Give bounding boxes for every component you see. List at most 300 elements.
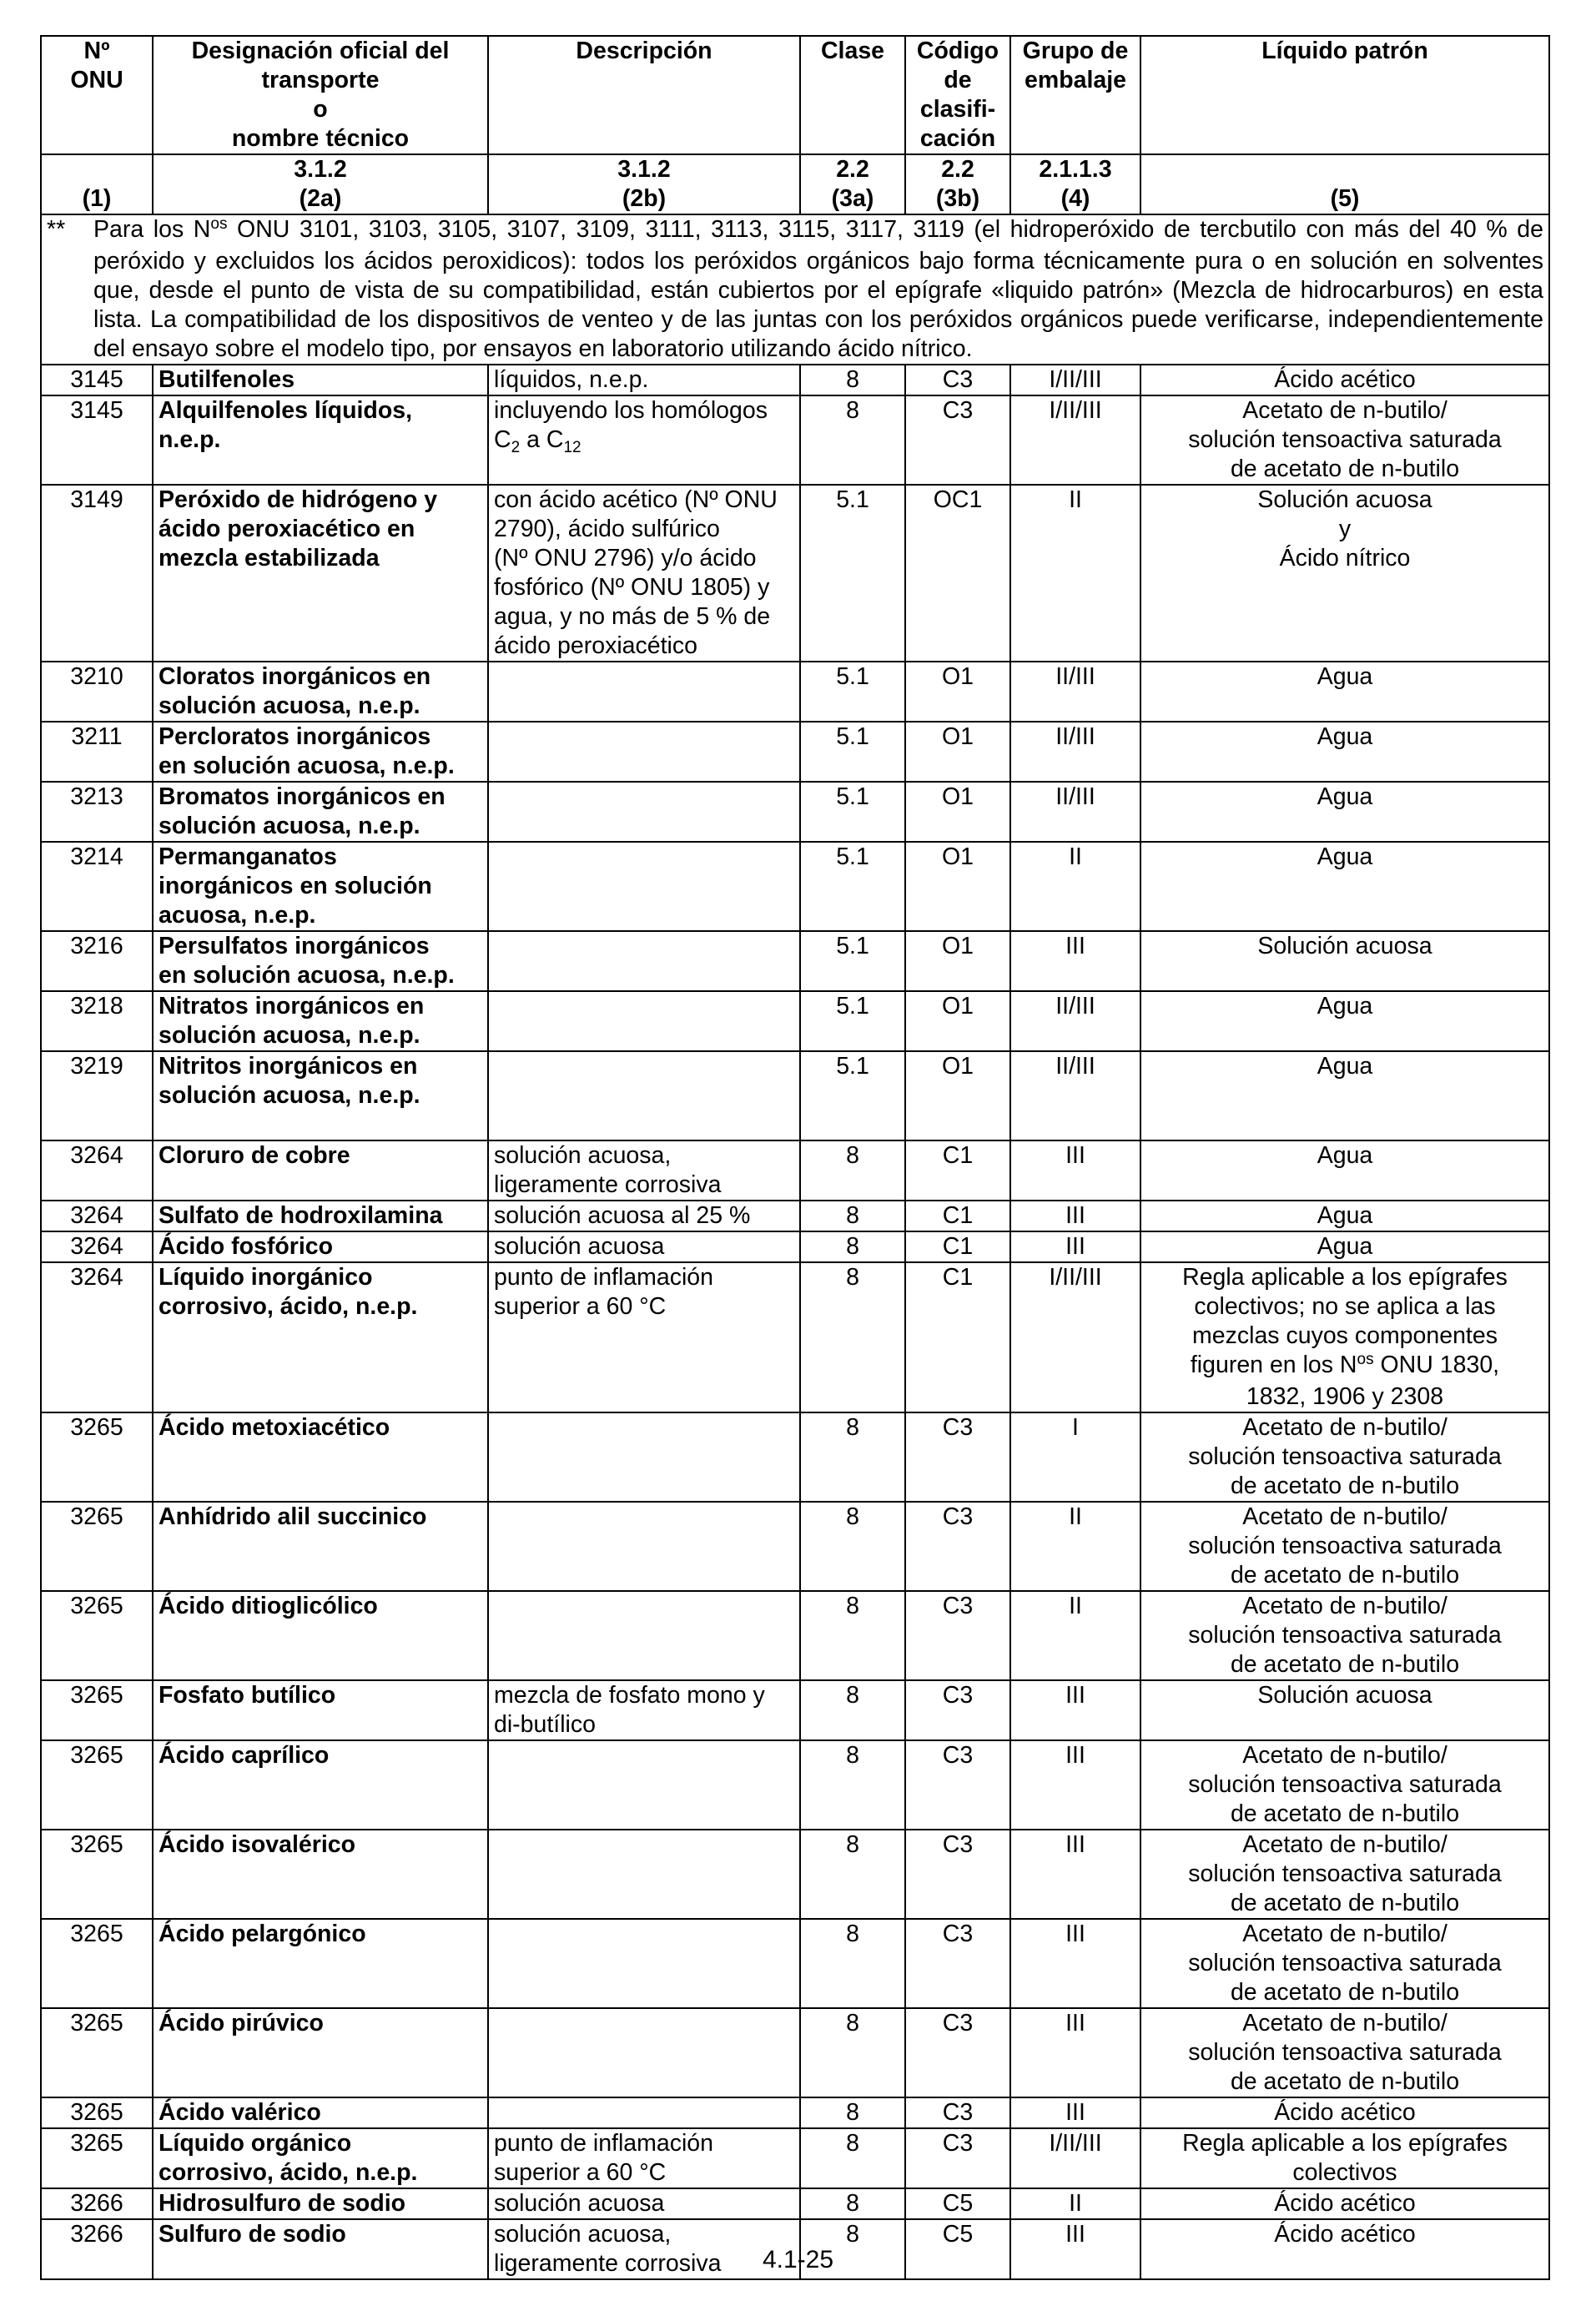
cell-class: 5.1 bbox=[800, 1051, 905, 1140]
cell-line: Permanganatos bbox=[159, 843, 337, 870]
cell-onu: 3265 bbox=[41, 2128, 153, 2188]
cell-line: de acetato de n-butilo bbox=[1230, 1890, 1460, 1916]
cell-onu: 3265 bbox=[41, 2097, 153, 2128]
cell-onu: 3145 bbox=[41, 395, 153, 485]
cell-standard-liquid bbox=[1140, 991, 1549, 1051]
table-row bbox=[41, 1201, 1549, 1231]
note-row bbox=[41, 214, 1549, 365]
header-ref: 2.1.1.3 (4) bbox=[1010, 154, 1140, 214]
cell-onu: 3264 bbox=[41, 1201, 153, 1231]
cell-line: Solución acuosa bbox=[1257, 486, 1432, 513]
cell-line: Líquido inorgánico bbox=[159, 1264, 373, 1291]
cell-line: de acetato de n-butilo bbox=[1230, 1979, 1460, 2006]
cell-line: acuosa, n.e.p. bbox=[159, 902, 316, 929]
cell-line: Ácido pirúvico bbox=[159, 2010, 324, 2037]
cell-packing-group: I/II/III bbox=[1010, 395, 1140, 485]
cell-line: di-butílico bbox=[494, 1711, 596, 1738]
cell-packing-group: III bbox=[1010, 1140, 1140, 1201]
cell-line: solución tensoactiva saturada bbox=[1188, 1533, 1502, 1559]
cell-code: C3 bbox=[905, 395, 1010, 485]
cell-code: O1 bbox=[905, 1051, 1010, 1140]
cell-line: solución acuosa bbox=[494, 1233, 665, 1260]
cell-line: Ácido acético bbox=[1274, 2099, 1416, 2126]
cell-line: mezcla estabilizada bbox=[159, 545, 380, 571]
cell-onu: 3264 bbox=[41, 1231, 153, 1262]
cell-standard-liquid bbox=[1140, 1502, 1549, 1591]
cell-standard-liquid bbox=[1140, 782, 1549, 842]
cell-name bbox=[153, 1051, 488, 1140]
cell-description bbox=[488, 722, 800, 782]
cell-line: Acetato de n-butilo/ bbox=[1242, 1503, 1447, 1530]
cell-line: solución tensoactiva saturada bbox=[1188, 1771, 1502, 1798]
cell-line: (Nº ONU 2796) y/o ácido bbox=[494, 545, 757, 571]
cell-packing-group: I/II/III bbox=[1010, 365, 1140, 395]
header-ref: 2.2 (3a) bbox=[800, 154, 905, 214]
cell-onu: 3265 bbox=[41, 1740, 153, 1830]
table-row bbox=[41, 1412, 1549, 1502]
cell-name bbox=[153, 1502, 488, 1591]
cell-name bbox=[153, 1201, 488, 1231]
cell-line: solución acuosa bbox=[494, 2190, 665, 2217]
cell-line: de acetato de n-butilo bbox=[1230, 1473, 1460, 1499]
cell-class: 8 bbox=[800, 1231, 905, 1262]
cell-line: Regla aplicable a los epígrafes bbox=[1182, 1264, 1508, 1291]
table-row bbox=[41, 662, 1549, 722]
cell-line: solución tensoactiva saturada bbox=[1188, 426, 1502, 453]
table-row bbox=[41, 1140, 1549, 1201]
cell-line: líquidos, n.e.p. bbox=[494, 366, 649, 393]
cell-line: fosfórico (Nº ONU 1805) y bbox=[494, 574, 770, 601]
cell-name bbox=[153, 931, 488, 991]
cell-description bbox=[488, 1919, 800, 2008]
cell-onu: 3145 bbox=[41, 365, 153, 395]
cell-line: Acetato de n-butilo/ bbox=[1242, 1921, 1447, 1947]
cell-name bbox=[153, 991, 488, 1051]
cell-description bbox=[488, 1830, 800, 1919]
cell-name bbox=[153, 1591, 488, 1680]
table-row bbox=[41, 931, 1549, 991]
cell-description bbox=[488, 842, 800, 931]
table-row bbox=[41, 722, 1549, 782]
cell-code: C1 bbox=[905, 1262, 1010, 1412]
cell-line: Ácido fosfórico bbox=[159, 1233, 334, 1260]
cell-name bbox=[153, 1262, 488, 1412]
cell-line: colectivos; no se aplica a las bbox=[1194, 1293, 1496, 1320]
table-row bbox=[41, 2008, 1549, 2097]
cell-description bbox=[488, 1201, 800, 1231]
cell-class: 5.1 bbox=[800, 782, 905, 842]
cell-standard-liquid bbox=[1140, 1740, 1549, 1830]
cell-code: C3 bbox=[905, 1502, 1010, 1591]
cell-onu: 3149 bbox=[41, 485, 153, 662]
cell-description bbox=[488, 2008, 800, 2097]
cell-class: 8 bbox=[800, 1830, 905, 1919]
header-onu: Nº ONU bbox=[41, 36, 153, 154]
cell-standard-liquid bbox=[1140, 2097, 1549, 2128]
table-row bbox=[41, 1051, 1549, 1140]
cell-line: inorgánicos en solución bbox=[159, 873, 432, 899]
cell-line: Agua bbox=[1317, 783, 1373, 810]
cell-line: Nitratos inorgánicos en bbox=[159, 993, 425, 1020]
cell-name bbox=[153, 2008, 488, 2097]
cell-line: Ácido acético bbox=[1274, 366, 1416, 393]
cell-name bbox=[153, 842, 488, 931]
cell-class: 8 bbox=[800, 395, 905, 485]
table-row bbox=[41, 2188, 1549, 2219]
note-marker: ** bbox=[47, 216, 66, 243]
table-row bbox=[41, 991, 1549, 1051]
cell-line: incluyendo los homólogos bbox=[494, 397, 768, 424]
cell-description bbox=[488, 782, 800, 842]
table-row bbox=[41, 1830, 1549, 1919]
cell-onu: 3265 bbox=[41, 1502, 153, 1591]
cell-code: C5 bbox=[905, 2188, 1010, 2219]
cell-line: punto de inflamación bbox=[494, 2130, 714, 2157]
cell-description bbox=[488, 2097, 800, 2128]
cell-packing-group: II bbox=[1010, 1591, 1140, 1680]
cell-line bbox=[1146, 1351, 1543, 1382]
cell-onu: 3265 bbox=[41, 2008, 153, 2097]
cell-onu: 3265 bbox=[41, 1680, 153, 1740]
header-reference-row bbox=[41, 154, 1549, 214]
cell-class: 5.1 bbox=[800, 485, 905, 662]
cell-description bbox=[488, 931, 800, 991]
cell-line: 2790), ácido sulfúrico bbox=[494, 516, 720, 542]
cell-description bbox=[488, 1412, 800, 1502]
cell-line: Cloratos inorgánicos en bbox=[159, 663, 431, 690]
cell-line: solución tensoactiva saturada bbox=[1188, 1443, 1502, 1470]
cell-packing-group: II bbox=[1010, 1502, 1140, 1591]
cell-line: solución acuosa, bbox=[494, 2221, 672, 2248]
cell-code: C1 bbox=[905, 1140, 1010, 1201]
cell-line: ligeramente corrosiva bbox=[494, 2250, 722, 2277]
cell-line: Persulfatos inorgánicos bbox=[159, 933, 430, 959]
cell-description bbox=[488, 2188, 800, 2219]
header-row bbox=[41, 36, 1549, 154]
cell-description bbox=[488, 2128, 800, 2188]
cell-name bbox=[153, 2097, 488, 2128]
cell-standard-liquid bbox=[1140, 662, 1549, 722]
cell-line: mezcla de fosfato mono y bbox=[494, 1682, 765, 1709]
cell-line: solución tensoactiva saturada bbox=[1188, 1950, 1502, 1976]
cell-packing-group: II/III bbox=[1010, 991, 1140, 1051]
cell-description bbox=[488, 395, 800, 485]
header-ref: 2.2 (3b) bbox=[905, 154, 1010, 214]
cell-line: Ácido valérico bbox=[159, 2099, 321, 2126]
table-row bbox=[41, 1680, 1549, 1740]
cell-packing-group: II bbox=[1010, 485, 1140, 662]
cell-line: solución tensoactiva saturada bbox=[1188, 1860, 1502, 1887]
table-row bbox=[41, 782, 1549, 842]
cell-standard-liquid bbox=[1140, 931, 1549, 991]
cell-name bbox=[153, 1919, 488, 2008]
cell-class: 5.1 bbox=[800, 991, 905, 1051]
cell-standard-liquid bbox=[1140, 1830, 1549, 1919]
cell-name bbox=[153, 782, 488, 842]
cell-standard-liquid bbox=[1140, 1262, 1549, 1412]
cell-line: superior a 60 °C bbox=[494, 1293, 667, 1320]
cell-line: Percloratos inorgánicos bbox=[159, 723, 431, 750]
cell-line: Peróxido de hidrógeno y bbox=[159, 486, 438, 513]
cell-standard-liquid bbox=[1140, 1680, 1549, 1740]
cell-standard-liquid bbox=[1140, 485, 1549, 662]
header-ref: (5) bbox=[1140, 154, 1549, 214]
cell-class: 8 bbox=[800, 1680, 905, 1740]
cell-line: de acetato de n-butilo bbox=[1230, 2068, 1460, 2095]
cell-line: Sulfato de hodroxilamina bbox=[159, 1202, 443, 1229]
dangerous-goods-table bbox=[40, 35, 1550, 2280]
cell-line: solución acuosa al 25 % bbox=[494, 1202, 751, 1229]
cell-line: solución tensoactiva saturada bbox=[1188, 1622, 1502, 1649]
cell-class: 8 bbox=[800, 1919, 905, 2008]
cell-line: Agua bbox=[1317, 993, 1373, 1020]
cell-class: 8 bbox=[800, 1201, 905, 1231]
cell-line: ácido peroxiacético en bbox=[159, 516, 415, 542]
cell-onu: 3265 bbox=[41, 1830, 153, 1919]
cell-code: OC1 bbox=[905, 485, 1010, 662]
cell-line: Líquido orgánico bbox=[159, 2130, 352, 2157]
cell-standard-liquid bbox=[1140, 2008, 1549, 2097]
cell-line: Bromatos inorgánicos en bbox=[159, 783, 446, 810]
cell-name bbox=[153, 1830, 488, 1919]
cell-line: Agua bbox=[1317, 1233, 1373, 1260]
table-row bbox=[41, 1919, 1549, 2008]
cell-packing-group: I/II/III bbox=[1010, 2128, 1140, 2188]
cell-description bbox=[488, 1591, 800, 1680]
cell-code: C3 bbox=[905, 1591, 1010, 1680]
cell-line: de acetato de n-butilo bbox=[1230, 1800, 1460, 1827]
note-cell bbox=[41, 214, 1549, 365]
cell-packing-group: III bbox=[1010, 1830, 1140, 1919]
cell-code: O1 bbox=[905, 931, 1010, 991]
cell-line: solución acuosa, n.e.p. bbox=[159, 813, 420, 839]
cell-line: agua, y no más de 5 % de bbox=[494, 603, 771, 630]
cell-description bbox=[488, 1231, 800, 1262]
header-standard-liquid: Líquido patrón bbox=[1140, 36, 1549, 154]
header-ref: 3.1.2 (2a) bbox=[153, 154, 488, 214]
cell-line: Butilfenoles bbox=[159, 366, 295, 393]
cell-packing-group: III bbox=[1010, 1919, 1140, 2008]
cell-line: y bbox=[1338, 516, 1352, 542]
cell-standard-liquid bbox=[1140, 722, 1549, 782]
cell-line: Anhídrido alil succinico bbox=[159, 1503, 427, 1530]
cell-name bbox=[153, 1680, 488, 1740]
cell-code: C5 bbox=[905, 2219, 1010, 2279]
cell-onu: 3214 bbox=[41, 842, 153, 931]
cell-line: Agua bbox=[1317, 843, 1373, 870]
cell-standard-liquid bbox=[1140, 1919, 1549, 2008]
cell-line: Acetato de n-butilo/ bbox=[1242, 397, 1447, 424]
cell-standard-liquid bbox=[1140, 1412, 1549, 1502]
cell-line: Agua bbox=[1317, 723, 1373, 750]
cell-line: corrosivo, ácido, n.e.p. bbox=[159, 1293, 418, 1320]
cell-code: C3 bbox=[905, 2128, 1010, 2188]
cell-onu: 3218 bbox=[41, 991, 153, 1051]
cell-standard-liquid bbox=[1140, 1140, 1549, 1201]
cell-line: Agua bbox=[1317, 1202, 1373, 1229]
text: a C bbox=[520, 426, 564, 453]
cell-line: Agua bbox=[1317, 663, 1373, 690]
cell-description bbox=[488, 1140, 800, 1201]
cell-description bbox=[488, 365, 800, 395]
cell-packing-group: I/II/III bbox=[1010, 1262, 1140, 1412]
cell-class: 8 bbox=[800, 2188, 905, 2219]
cell-onu: 3213 bbox=[41, 782, 153, 842]
cell-class: 8 bbox=[800, 2097, 905, 2128]
header-class: Clase bbox=[800, 36, 905, 154]
cell-packing-group: II/III bbox=[1010, 722, 1140, 782]
cell-name bbox=[153, 2188, 488, 2219]
header-packing-group: Grupo de embalaje bbox=[1010, 36, 1140, 154]
cell-standard-liquid bbox=[1140, 2188, 1549, 2219]
cell-line: Ácido nítrico bbox=[1279, 545, 1411, 571]
cell-line: en solución acuosa, n.e.p. bbox=[159, 962, 455, 989]
cell-onu: 3266 bbox=[41, 2188, 153, 2219]
header-description: Descripción bbox=[488, 36, 800, 154]
superscript: os bbox=[1357, 1351, 1374, 1368]
cell-packing-group: III bbox=[1010, 931, 1140, 991]
cell-line: solución tensoactiva saturada bbox=[1188, 2039, 1502, 2066]
table-row bbox=[41, 365, 1549, 395]
cell-standard-liquid bbox=[1140, 365, 1549, 395]
cell-packing-group: II/III bbox=[1010, 782, 1140, 842]
cell-line: con ácido acético (Nº ONU bbox=[494, 486, 778, 513]
cell-class: 5.1 bbox=[800, 842, 905, 931]
cell-line: Ácido caprílico bbox=[159, 1742, 330, 1769]
cell-line: Ácido isovalérico bbox=[159, 1831, 356, 1858]
table-row bbox=[41, 1231, 1549, 1262]
cell-onu: 3210 bbox=[41, 662, 153, 722]
cell-standard-liquid bbox=[1140, 842, 1549, 931]
cell-onu: 3264 bbox=[41, 1140, 153, 1201]
table-row bbox=[41, 2097, 1549, 2128]
cell-packing-group: III bbox=[1010, 2008, 1140, 2097]
cell-line: de acetato de n-butilo bbox=[1230, 1562, 1460, 1588]
cell-class: 8 bbox=[800, 1591, 905, 1680]
cell-class: 8 bbox=[800, 1740, 905, 1830]
cell-line: de acetato de n-butilo bbox=[1230, 456, 1460, 482]
cell-class: 8 bbox=[800, 1140, 905, 1201]
cell-class: 8 bbox=[800, 1412, 905, 1502]
cell-code: O1 bbox=[905, 662, 1010, 722]
header-classification-code: Código de clasifi- cación bbox=[905, 36, 1010, 154]
cell-line: n.e.p. bbox=[159, 426, 221, 453]
table-row bbox=[41, 1740, 1549, 1830]
cell-onu: 3265 bbox=[41, 1412, 153, 1502]
cell-code: C3 bbox=[905, 2097, 1010, 2128]
cell-standard-liquid bbox=[1140, 395, 1549, 485]
cell-line: superior a 60 °C bbox=[494, 2159, 667, 2186]
cell-line: Nitritos inorgánicos en bbox=[159, 1053, 418, 1080]
cell-name bbox=[153, 485, 488, 662]
cell-line: de acetato de n-butilo bbox=[1230, 1651, 1460, 1678]
cell-line: ligeramente corrosiva bbox=[494, 1171, 722, 1198]
cell-code: C3 bbox=[905, 365, 1010, 395]
cell-line bbox=[159, 1110, 482, 1140]
table-body bbox=[41, 214, 1549, 2279]
cell-code: C1 bbox=[905, 1231, 1010, 1262]
table-row bbox=[41, 395, 1549, 485]
subscript: 2 bbox=[511, 439, 521, 456]
cell-description bbox=[488, 1262, 800, 1412]
cell-onu: 3216 bbox=[41, 931, 153, 991]
table-row bbox=[41, 1502, 1549, 1591]
cell-line: ácido peroxiacético bbox=[494, 632, 697, 659]
table-row bbox=[41, 2128, 1549, 2188]
cell-line: punto de inflamación bbox=[494, 1264, 714, 1291]
cell-packing-group: II/III bbox=[1010, 1051, 1140, 1140]
cell-name bbox=[153, 1412, 488, 1502]
cell-name bbox=[153, 662, 488, 722]
cell-code: C3 bbox=[905, 1919, 1010, 2008]
cell-code: C1 bbox=[905, 1201, 1010, 1231]
cell-line bbox=[494, 425, 794, 457]
cell-line: Agua bbox=[1317, 1053, 1373, 1080]
cell-line: Sulfuro de sodio bbox=[159, 2221, 346, 2248]
cell-line: Ácido metoxiacético bbox=[159, 1414, 390, 1441]
text: figuren en los N bbox=[1190, 1352, 1357, 1378]
text: ONU 1830, bbox=[1373, 1352, 1500, 1378]
cell-packing-group: III bbox=[1010, 2219, 1140, 2279]
text: C bbox=[494, 426, 511, 453]
cell-line: colectivos bbox=[1292, 2159, 1397, 2186]
table-row bbox=[41, 1262, 1549, 1412]
cell-description bbox=[488, 1680, 800, 1740]
cell-line: Acetato de n-butilo/ bbox=[1242, 2010, 1447, 2037]
cell-code: O1 bbox=[905, 991, 1010, 1051]
cell-line: Acetato de n-butilo/ bbox=[1242, 1742, 1447, 1769]
cell-packing-group: I bbox=[1010, 1412, 1140, 1502]
cell-name bbox=[153, 395, 488, 485]
cell-line: Agua bbox=[1317, 1142, 1373, 1169]
cell-packing-group: III bbox=[1010, 2097, 1140, 2128]
cell-line: 1832, 1906 y 2308 bbox=[1246, 1383, 1444, 1410]
cell-onu: 3266 bbox=[41, 2219, 153, 2279]
note-text: Para los $N^{os}$ ONU 3101, 3103, 3105, 3107, 3109, 3111, 3113, 3115, 3117, 3119 (el hidroperóxido de tercbutilo con más del 40 % de peróxido y excluidos los ácidos peroxidicos): todos los peróxidos orgánicos bajo forma técnicamente pura o en solución en solventes que, desde el punto de vista de su compatibilidad, están cubiertos por el epígrafe «liquido patrón» (Mezcla de hidrocarburos) en esta lista. La compatibilidad de los dispositivos de venteo y de las juntas con los peróxidos orgánicos puede verificarse, independientemente del ensayo sobre el modelo tipo, por ensayos en laboratorio utilizando ácido nítrico. bbox=[93, 215, 1543, 362]
table-row bbox=[41, 485, 1549, 662]
cell-line: solución acuosa, n.e.p. bbox=[159, 1082, 420, 1109]
cell-line: Alquilfenoles líquidos, bbox=[159, 397, 413, 424]
cell-standard-liquid bbox=[1140, 1231, 1549, 1262]
cell-packing-group: II/III bbox=[1010, 662, 1140, 722]
cell-class: 8 bbox=[800, 2128, 905, 2188]
cell-line: Ácido acético bbox=[1274, 2190, 1416, 2217]
cell-line: Regla aplicable a los epígrafes bbox=[1182, 2130, 1508, 2157]
cell-class: 5.1 bbox=[800, 722, 905, 782]
cell-line: Acetato de n-butilo/ bbox=[1242, 1414, 1447, 1441]
cell-line: Hidrosulfuro de sodio bbox=[159, 2190, 406, 2217]
cell-code: C3 bbox=[905, 2008, 1010, 2097]
cell-line: solución acuosa, n.e.p. bbox=[159, 692, 420, 719]
cell-name bbox=[153, 365, 488, 395]
header-ref: (1) bbox=[41, 154, 153, 214]
cell-line: Ácido acético bbox=[1274, 2221, 1416, 2248]
cell-packing-group: II bbox=[1010, 2188, 1140, 2219]
cell-name bbox=[153, 2128, 488, 2188]
cell-line: Acetato de n-butilo/ bbox=[1242, 1593, 1447, 1619]
cell-class: 8 bbox=[800, 2008, 905, 2097]
cell-class: 8 bbox=[800, 2219, 905, 2279]
cell-onu: 3211 bbox=[41, 722, 153, 782]
cell-line: solución acuosa, n.e.p. bbox=[159, 1022, 420, 1049]
cell-standard-liquid bbox=[1140, 1591, 1549, 1680]
cell-class: 8 bbox=[800, 1502, 905, 1591]
cell-line: Fosfato butílico bbox=[159, 1682, 336, 1709]
cell-line: Ácido pelargónico bbox=[159, 1921, 366, 1947]
cell-onu: 3219 bbox=[41, 1051, 153, 1140]
cell-code: O1 bbox=[905, 722, 1010, 782]
header-ref: 3.1.2 (2b) bbox=[488, 154, 800, 214]
